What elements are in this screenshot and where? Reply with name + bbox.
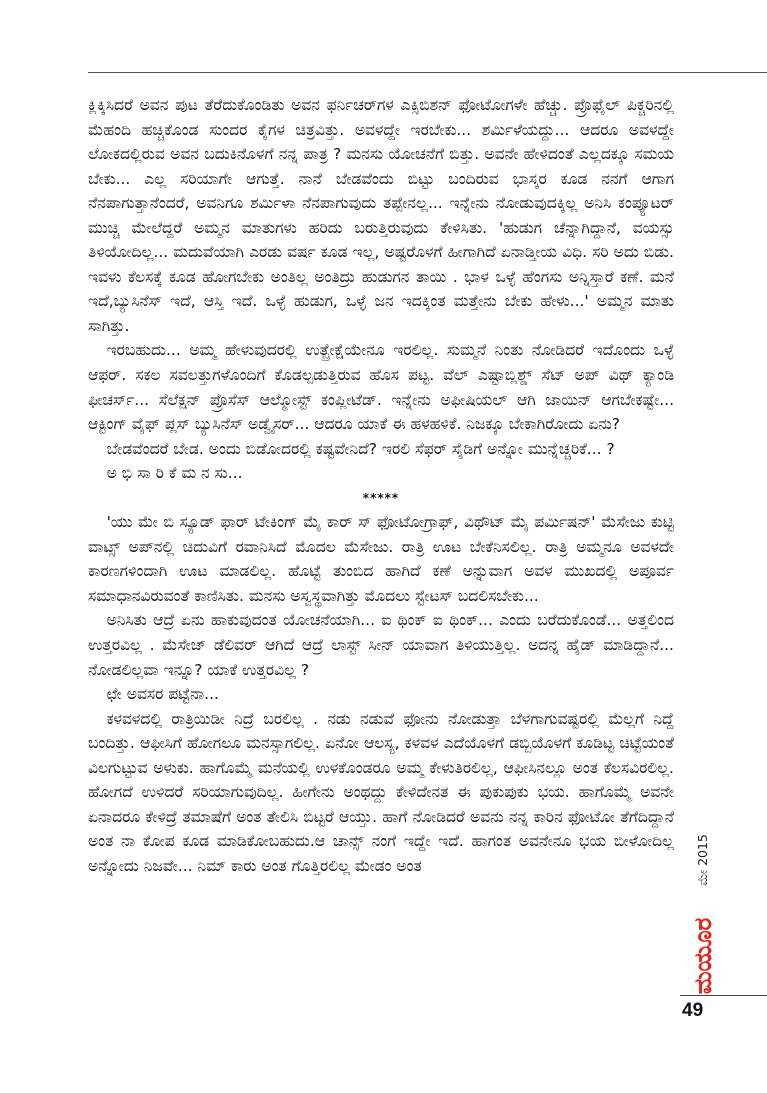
paragraph-2: ಇರಬಹುದು... ಅಮ್ಮ ಹೇಳುವುದರಲ್ಲಿ ಉತ್ಪ್ರೇಕ್ಷೆಯೇನೂ ಇರಲಿಲ್ಲ. ಸುಮ್ಮನೆ ನಿಂತು ನೋಡಿದರೆ ಇದೊಂದು ಒಳ್ಳೆ ಆಫರ್. ಸಕಲ ಸವಲತ್ತುಗಳೊಂದಿಗೆ ಕೊಡಲ್ಪಡುತ್ತಿರುವ ಹೊಸ ಪಟ್ಟ. ವೆಲ್ ಎಷ್ಟಾಬ್ಲಿಶ್ಡ್ ಸೆಟ್ ಅಪ್ ವಿಥ್ ಕ್ಯಾಂಡಿ ಫೀಚರ್ಸ್... ಸೆಲೆಕ್ಷನ್ ಪ್ರೊಸೆಸ್ ಆಲ್ಮೋಸ್ಟ್ ಕಂಪ್ಲೀಟೆಡ್. ಇನ್ನೇನು ಅಫೀಷಿಯಲ್ ಆಗಿ ಜಾಯಿನ್ ಆಗಬೇಕಷ್ಟೇ... ಆಕ್ಟಿಂಗ್ ವೈಫ್ ಪ್ಲಸ್ ಬ್ಯುಸಿನೆಸ್ ಅಡ್ವೈಸರ್... ಆದರೂ ಯಾಕೆ ಈ ಹಳಹಳಿಕೆ. ನಿಜಕ್ಕೂ ಬೇಕಾಗಿರೋದು ಏನು?	[88, 341, 674, 434]
section-separator: *****	[362, 490, 400, 505]
paragraph-6: ಅನಿಸಿತು ಆದ್ರೆ ಏನು ಹಾಕುವುದಂತ ಯೋಚನೆಯಾಗಿ... ಐ ಥಿಂಕ್ ಐ ಥಿಂಕ್... ಎಂದು ಬರೆದುಕೊಂಡೆ... ಅತ್ತಲಿಂದ ಉತ್ತರವಿಲ್ಲ . ಮೆಸೇಜ್ ಡೆಲಿವರ್ ಆಗಿದೆ ಆದ್ರೆ ಲಾಸ್ಟ್ ಸೀನ್ ಯಾವಾಗ ತಿಳಿಯುತ್ತಿಲ್ಲ. ಅದನ್ನ ಹೈಡ್ ಮಾಡಿದ್ದಾನೆ... ನೋಡಲಿಲ್ಲವಾ ಇನ್ನೂ? ಯಾಕೆ ಉತ್ತರವಿಲ್ಲ ?	[88, 611, 674, 679]
magazine-masthead	[688, 820, 718, 995]
page-number: 49	[682, 1000, 704, 1021]
article-body	[88, 93, 674, 879]
paragraph-1: ಕ್ಲಿಕ್ಕಿಸಿದರೆ ಅವನ ಪುಟ ತೆರೆದುಕೊಂಡಿತು ಅವನ ಫರ್ನಿಚರ್‌ಗಳ ಎಕ್ಸಿಬಿಶನ್ ಫೋಟೋಗಳೇ ಹೆಚ್ಚು. ಪ್ರೊಫೈಲ್ ಪಿಕ್ಚರಿನಲ್ಲಿ ಮೆಹಂದಿ ಹಚ್ಚಿಕೊಂಡ ಸುಂದರ ಕೈಗಳ ಚಿತ್ರವಿತ್ತು. ಅವಳದ್ದೇ ಇರಬೇಕು... ಶರ್ಮಿಳೆಯದ್ದು... ಆದರೂ ಅವಳದ್ದೇ ಲೋಕದಲ್ಲಿರುವ ಅವನ ಬದುಕಿನೊಳಗೆ ನನ್ನ ಪಾತ್ರ ? ಮನಸು ಯೋಚನೆಗೆ ಬಿತ್ತು. ಅವನೇ ಹೇಳಿದಂತೆ ಎಲ್ಲದಕ್ಕೂ ಸಮಯ ಬೇಕು... ಎಲ್ಲ ಸರಿಯಾಗೇ ಆಗುತ್ತೆ. ನಾನೆ ಬೇಡವೆಂದು ಬಿಟ್ಟು ಬಂದಿರುವ ಭಾಸ್ಕರ ಕೂಡ ನನಗೆ ಆಗಾಗ ನೆನಪಾಗುತ್ತಾನೆಂದರೆ, ಅವನಿಗೂ ಶರ್ಮಿಳಾ ನೆನಪಾಗುವುದು ತಪ್ಪೇನಲ್ಲ... ಇನ್ನೇನು ನೋಡುವುದಕ್ಕಿಲ್ಲ ಅನಿಸಿ ಕಂಪ್ಯೂಟರ್ ಮುಚ್ಚಿ ಮೇಲೆದ್ದರೆ ಅಮ್ಮನ ಮಾತುಗಳು ಹರಿದು ಬರುತ್ತಿರುವುದು ಕೇಳಿಸಿತು. 'ಹುಡುಗ ಚೆನ್ನಾಗಿದ್ದಾನೆ, ವಯಸ್ಸು ತಿಳಿಯೋದಿಲ್ಲ... ಮದುವೆಯಾಗಿ ಎರಡು ವರ್ಷ ಕೂಡ ಇಲ್ಲ, ಅಷ್ಟರೊಳಗೆ ಹೀಗಾಗಿದೆ ಏನಾಡ್ತೀಯ ವಿಧಿ. ಸರಿ ಅದು ಬಿಡು. ಇವಳು ಕೆಲಸಕ್ಕೆ ಕೂಡ ಹೋಗಬೇಕು ಅಂತಿಲ್ಲ ಅಂತಿದ್ರು ಹುಡುಗನ ತಾಯಿ . ಭಾಳ ಒಳ್ಳೆ ಹೆಂಗಸು ಅನ್ನಿಸ್ತಾರೆ ಕಣೆ. ಮನೆ ಇದೆ,ಬ್ಯುಸಿನೆಸ್ ಇದೆ, ಆಸ್ತಿ ಇದೆ. ಒಳ್ಳೆ ಹುಡುಗ, ಒಳ್ಳೆ ಜನ ಇದಕ್ಕಿಂತ ಮತ್ತೇನು ಬೇಕು ಹೇಳು...' ಅಮ್ಮನ ಮಾತು ಸಾಗಿತ್ತು.	[88, 96, 674, 335]
paragraph-4: ಅ ಭಿ ಸಾ ರಿ ಕೆ ಮ ನ ಸು...	[106, 464, 243, 483]
paragraph-5: 'ಯು ಮೇ ಬಿ ಸ್ಯೂಡ್ ಫಾರ್ ಟೇಕಿಂಗ್ ಮೈ ಕಾರ್ ಸ್ ಫೋಟೋಗ್ರಾಫ್, ವಿಥೌಟ್ ಮೈ ಪರ್ಮಿಷನ್' ಮೆಸೇಜು ಕುಟ್ಟಿ ವಾಟ್ಸ್ ಅಪ್‌ನಲ್ಲಿ ಚಿದುವಿಗೆ ರವಾನಿಸಿದೆ ಮೊದಲ ಮೆಸೇಜು. ರಾತ್ರಿ ಊಟ ಬೇಕೆನಿಸಲಿಲ್ಲ. ರಾತ್ರಿ ಅಮ್ಮನೂ ಅವಳದೇ ಕಾರಣಗಳಿಂದಾಗಿ ಊಟ ಮಾಡಲಿಲ್ಲ. ಹೊಟ್ಟೆ ತುಂಬಿದ ಹಾಗಿದೆ ಕಣೆ ಅನ್ನುವಾಗ ಅವಳ ಮುಖದಲ್ಲಿ ಅಪೂರ್ವ ಸಮಾಧಾನವಿರುವಂತೆ ಕಾಣಿಸಿತು. ಮನಸು ಅಸ್ವಸ್ಥವಾಗಿತ್ತು ಮೊದಲು ಸ್ಟೇಟಸ್ ಬದಲಿಸಬೇಕು...	[88, 513, 674, 605]
issue-date-text: ಮೇ 2015	[695, 834, 710, 886]
issue-date	[688, 820, 718, 910]
footer-rule	[680, 995, 767, 996]
paragraph-8: ಕಳವಳದಲ್ಲಿ ರಾತ್ರಿಯಿಡೀ ನಿದ್ರೆ ಬರಲಿಲ್ಲ . ನಡು ನಡುವೆ ಫೋನು ನೋಡುತ್ತಾ ಬೆಳಗಾಗುವಷ್ಟರಲ್ಲಿ ಮೆಲ್ಲಗೆ ನಿದ್ದೆ ಬಂದಿತ್ತು. ಆಫೀಸಿಗೆ ಹೋಗಲೂ ಮನಸ್ಸಾಗಲಿಲ್ಲ. ಏನೋ ಆಲಸ್ಯ, ಕಳವಳ ಎದೆಯೊಳಗೆ ಡಬ್ಬಿಯೊಳಗೆ ಕೂಡಿಟ್ಟ ಚಿಟ್ಟೆಯಂತೆ ವಿಲಗುಟ್ಟುವ ಅಳುಕು. ಹಾಗೊಮ್ಮೆ ಮನೆಯಲ್ಲಿ ಉಳಕೊಂಡರೂ ಅಮ್ಮ ಕೇಳುತಿರಲಿಲ್ಲ, ಆಫೀಸಿನಲ್ಲೂ ಅಂತ ಕೆಲಸವಿರಲಿಲ್ಲ. ಹೋಗದೆ ಉಳಿದರೆ ಸರಿಯಾಗುವುದಿಲ್ಲ. ಹೀಗೇನು ಅಂಥದ್ದು ಕೇಳಿದೇನತ ಈ ಪುಕುಪುಕು ಭಯ. ಹಾಗೊಮ್ಮೆ ಅವನೇ ಏನಾದರೂ ಕೇಳಿದ್ರೆ ತಮಾಷೆಗೆ ಅಂತ ತೇಲಿಸಿ ಬಿಟ್ಟರೆ ಆಯ್ತು. ಹಾಗೆ ನೋಡಿದರೆ ಅವನು ನನ್ನ ಕಾರಿನ ಫೋಟೋ ತೆಗೆದಿದ್ದಾನೆ ಅಂತ ನಾ ಕೋಪ ಕೂಡ ಮಾಡಿಕೋಬಹುದು.ಆ ಚಾನ್ಸ್ ನಂಗೆ ಇದ್ದೇ ಇದೆ. ಹಾಗಂತ ಅವನೇನೂ ಭಯ ಬೀಳೋದಿಲ್ಲ ಅನ್ನೋದು ನಿಜವೇ... ನಿಮ್ ಕಾರು ಅಂತ ಗೊತ್ತಿರಲಿಲ್ಲ ಮೇಡಂ ಅಂತ	[88, 709, 674, 875]
top-rule	[88, 72, 767, 73]
magazine-logo-text: ಮಯೂರ	[689, 917, 717, 995]
paragraph-7: ಛೇ ಅವಸರ ಪಟ್ಟೆನಾ...	[106, 685, 219, 704]
paragraph-3: ಬೇಡವೆಂದರೆ ಬೇಡ. ಅಂದು ಬಿಡೋದರಲ್ಲಿ ಕಷ್ಟವೇನಿದೆ? ಇರಲಿ ಸೆಫರ್ ಸೈಡಿಗೆ ಅನ್ನೋ ಮುನ್ನೆಚ್ಚರಿಕೆ... ?	[106, 439, 615, 458]
